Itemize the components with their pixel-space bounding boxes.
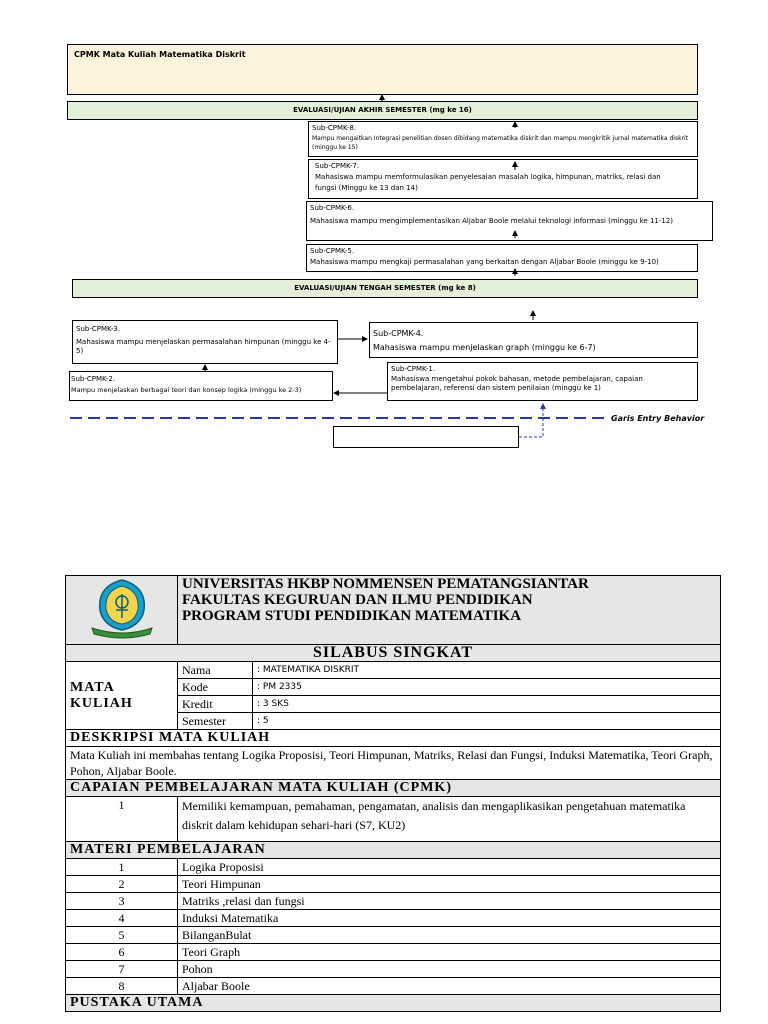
- materi-heading-row: [66, 842, 721, 859]
- sub-cpmk-7-title: Sub-CPMK-7.: [315, 162, 360, 170]
- materi-number: 2: [66, 876, 178, 893]
- institution-header: [178, 576, 721, 645]
- materi-number: 3: [66, 893, 178, 910]
- program-name: PROGRAM STUDI PENDIDIKAN MATEMATIKA: [182, 608, 522, 624]
- desc-heading: DESKRIPSI MATA KULIAH: [66, 730, 721, 747]
- syllabus-title: SILABUS SINGKAT: [66, 645, 721, 662]
- diagram-connectors: [0, 0, 768, 460]
- syllabus-table: [65, 575, 721, 1012]
- field-value-nama: : MATEMATIKA DISKRIT: [253, 662, 721, 679]
- entry-to-sub-1-connector: [519, 406, 543, 437]
- university-name: UNIVERSITAS HKBP NOMMENSEN PEMATANGSIANTAR: [182, 576, 589, 592]
- sub-cpmk-2-title: Sub-CPMK-2.: [71, 375, 116, 383]
- sub-cpmk-1-title: Sub-CPMK-1.: [391, 365, 436, 373]
- sub-cpmk-6-desc: Mahasiswa mampu mengimplementasikan Aljabar Boole melalui teknologi informasi (minggu ke 11-12): [310, 217, 674, 225]
- sub-cpmk-5-desc: Mahasiswa mampu mengkaji permasalahan yang berkaitan dengan Aljabar Boole (minggu ke 9-10): [310, 258, 659, 266]
- materi-item: [66, 944, 721, 961]
- pustaka-heading: PUSTAKA UTAMA: [66, 995, 721, 1012]
- pustaka-heading-row: [66, 995, 721, 1012]
- field-value-kredit: : 3 SKS: [253, 696, 721, 713]
- field-row-nama: [66, 662, 721, 679]
- field-value-kode: : PM 2335: [253, 679, 721, 696]
- sub-cpmk-2-desc: Mampu menjelaskan berbagai teori dan konsep logika (minggu ke 2-3): [71, 386, 302, 394]
- mata-label: MATA: [70, 679, 115, 695]
- materi-number: 5: [66, 927, 178, 944]
- field-label-semester: Semester: [178, 713, 253, 730]
- header-row: [66, 576, 721, 645]
- sub-cpmk-8-title: Sub-CPMK-8.: [312, 124, 357, 132]
- cpmk-main-title: CPMK Mata Kuliah Matematika Diskrit: [74, 50, 246, 59]
- field-label-kredit: Kredit: [178, 696, 253, 713]
- materi-number: 8: [66, 978, 178, 995]
- desc-heading-row: [66, 730, 721, 747]
- materi-item: [66, 927, 721, 944]
- sub-cpmk-8-desc: Mampu mengaitkan Integrasi penelitian dosen dibidang matematika diskrit dan mampu mengkritik jurnal matematika diskrit (minggu ke 15): [312, 135, 689, 151]
- field-label-nama: Nama: [178, 662, 253, 679]
- cpmk-heading-row: [66, 780, 721, 797]
- desc-text: Mata Kuliah ini membahas tentang Logika Proposisi, Teori Himpunan, Matriks, Relasi dan Fungsi, Induksi Matematika, Teori Graph, Pohon, Aljabar Boole.: [66, 747, 721, 780]
- sub-cpmk-4-title: Sub-CPMK-4.: [373, 329, 424, 338]
- materi-text: Induksi Matematika: [178, 910, 721, 927]
- sub-cpmk-1-desc: Mahasiswa mengetahui pokok bahasan, metode pembelajaran, capaian pembelajaran, referensi dan sistem penilaian (minggu ke 1): [391, 375, 643, 392]
- sub-cpmk-6-title: Sub-CPMK-6.: [310, 204, 355, 212]
- materi-number: 1: [66, 859, 178, 876]
- logo-cell: [66, 576, 178, 645]
- sub-cpmk-5-title: Sub-CPMK-5.: [310, 247, 355, 255]
- uas-label: EVALUASI/UJIAN AKHIR SEMESTER (mg ke 16): [293, 106, 472, 114]
- materi-text: Matriks ,relasi dan fungsi: [178, 893, 721, 910]
- materi-item: [66, 961, 721, 978]
- title-row: [66, 645, 721, 662]
- materi-item: [66, 978, 721, 995]
- entry-behavior-label: Garis Entry Behavior: [611, 414, 705, 423]
- materi-item: [66, 893, 721, 910]
- field-value-semester: : 5: [253, 713, 721, 730]
- materi-text: Aljabar Boole: [178, 978, 721, 995]
- kuliah-label: KULIAH: [70, 695, 133, 711]
- university-logo-icon: [88, 576, 156, 640]
- cpmk-row: [66, 797, 721, 842]
- sub-cpmk-3-title: Sub-CPMK-3.: [76, 325, 121, 333]
- materi-item: [66, 910, 721, 927]
- materi-text: BilanganBulat: [178, 927, 721, 944]
- materi-heading: MATERI PEMBELAJARAN: [66, 842, 721, 859]
- materi-item: [66, 859, 721, 876]
- uts-label: EVALUASI/UJIAN TENGAH SEMESTER (mg ke 8): [294, 284, 476, 292]
- materi-number: 7: [66, 961, 178, 978]
- mata-kuliah-label: [66, 662, 178, 730]
- materi-text: Logika Proposisi: [178, 859, 721, 876]
- materi-text: Teori Himpunan: [178, 876, 721, 893]
- cpmk-number: 1: [66, 797, 178, 842]
- sub-cpmk-4-desc: Mahasiswa mampu menjelaskan graph (minggu ke 6-7): [373, 343, 596, 352]
- sub-cpmk-3-desc: Mahasiswa mampu menjelaskan permasalahan himpunan (minggu ke 4-5): [76, 338, 331, 355]
- cpmk-heading: CAPAIAN PEMBELAJARAN MATA KULIAH (CPMK): [66, 780, 721, 797]
- sub-cpmk-7-desc: Mahasiswa mampu memformulasikan penyelesaian masalah logika, himpunan, matriks, relasi dan fungsi (Minggu ke 13 dan 14): [315, 173, 661, 192]
- materi-number: 6: [66, 944, 178, 961]
- cpmk-text: Memiliki kemampuan, pemahaman, pengamatan, analisis dan mengaplikasikan pengetahuan matematika diskrit dalam kehidupan sehari-hari (S7, KU2): [178, 797, 721, 842]
- field-label-kode: Kode: [178, 679, 253, 696]
- desc-text-row: [66, 747, 721, 780]
- materi-text: Teori Graph: [178, 944, 721, 961]
- materi-item: [66, 876, 721, 893]
- materi-number: 4: [66, 910, 178, 927]
- faculty-name: FAKULTAS KEGURUAN DAN ILMU PENDIDIKAN: [182, 592, 533, 608]
- materi-text: Pohon: [178, 961, 721, 978]
